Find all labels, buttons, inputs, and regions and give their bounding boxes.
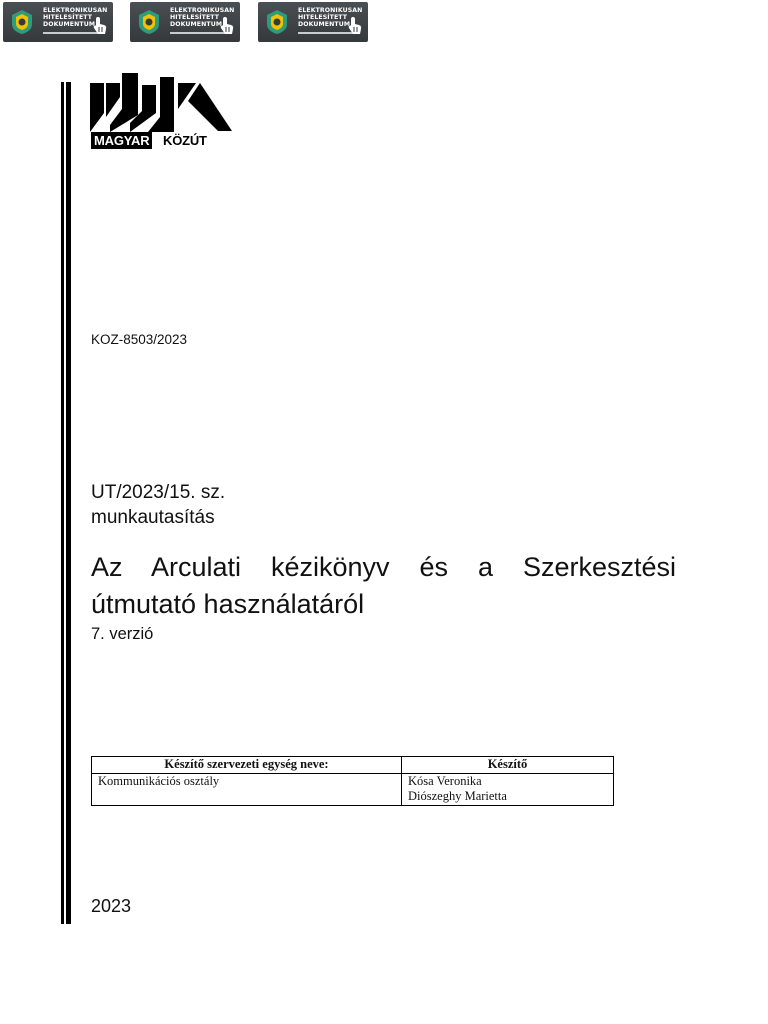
- logo-word: KÖZÚT: [163, 133, 207, 148]
- authenticated-document-badge: [3, 2, 113, 42]
- table-header-row: [92, 757, 614, 774]
- instruction-heading: [91, 480, 225, 530]
- logo-wordmark: [91, 132, 207, 149]
- badge-line: DOKUMENTUM: [298, 21, 351, 28]
- shield-icon: [265, 9, 289, 35]
- pointer-hand-icon: [348, 16, 363, 36]
- shield-icon: [10, 9, 34, 35]
- author-name: Diószeghy Marietta: [408, 789, 507, 803]
- author-name: Kósa Veronika: [408, 773, 482, 788]
- document-year: 2023: [91, 896, 132, 916]
- left-margin-rule: [61, 82, 64, 924]
- badge-line: HITELESÍTETT: [298, 14, 348, 21]
- badge-line: HITELESÍTETT: [43, 14, 93, 21]
- instruction-number: UT/2023/15. sz.: [91, 482, 226, 503]
- authors-cell: [402, 773, 614, 805]
- authors-table: [91, 756, 614, 806]
- document-version: 7. verzió: [91, 625, 154, 643]
- badge-subline: [298, 32, 354, 34]
- badge-subline: [43, 32, 99, 34]
- badge-line: HITELESÍTETT: [170, 14, 220, 21]
- badge-line: DOKUMENTUM: [170, 21, 223, 28]
- shield-icon: [137, 9, 161, 35]
- badge-line: DOKUMENTUM: [43, 21, 96, 28]
- pointer-hand-icon: [93, 16, 108, 36]
- column-header: Készítő: [402, 757, 614, 774]
- left-margin-rule: [66, 82, 71, 924]
- badge-subline: [170, 32, 226, 34]
- document-number: KOZ-8503/2023: [91, 332, 188, 347]
- badge-line: ELEKTRONIKUSAN: [170, 7, 235, 14]
- badge-line: ELEKTRONIKUSAN: [43, 7, 108, 14]
- table-row: [92, 773, 614, 805]
- authenticated-document-badge: [130, 2, 240, 42]
- org-unit-cell: Kommunikációs osztály: [92, 773, 402, 805]
- column-header: Készítő szervezeti egység neve:: [92, 757, 402, 774]
- document-title: Az Arculati kézikönyv és a Szerkesztési útmutató használatáról: [91, 552, 676, 619]
- pointer-hand-icon: [220, 16, 235, 36]
- logo-word: MAGYAR: [94, 133, 150, 148]
- authenticated-document-badge: [258, 2, 368, 42]
- instruction-type: munkautasítás: [91, 507, 215, 528]
- badge-line: ELEKTRONIKUSAN: [298, 7, 363, 14]
